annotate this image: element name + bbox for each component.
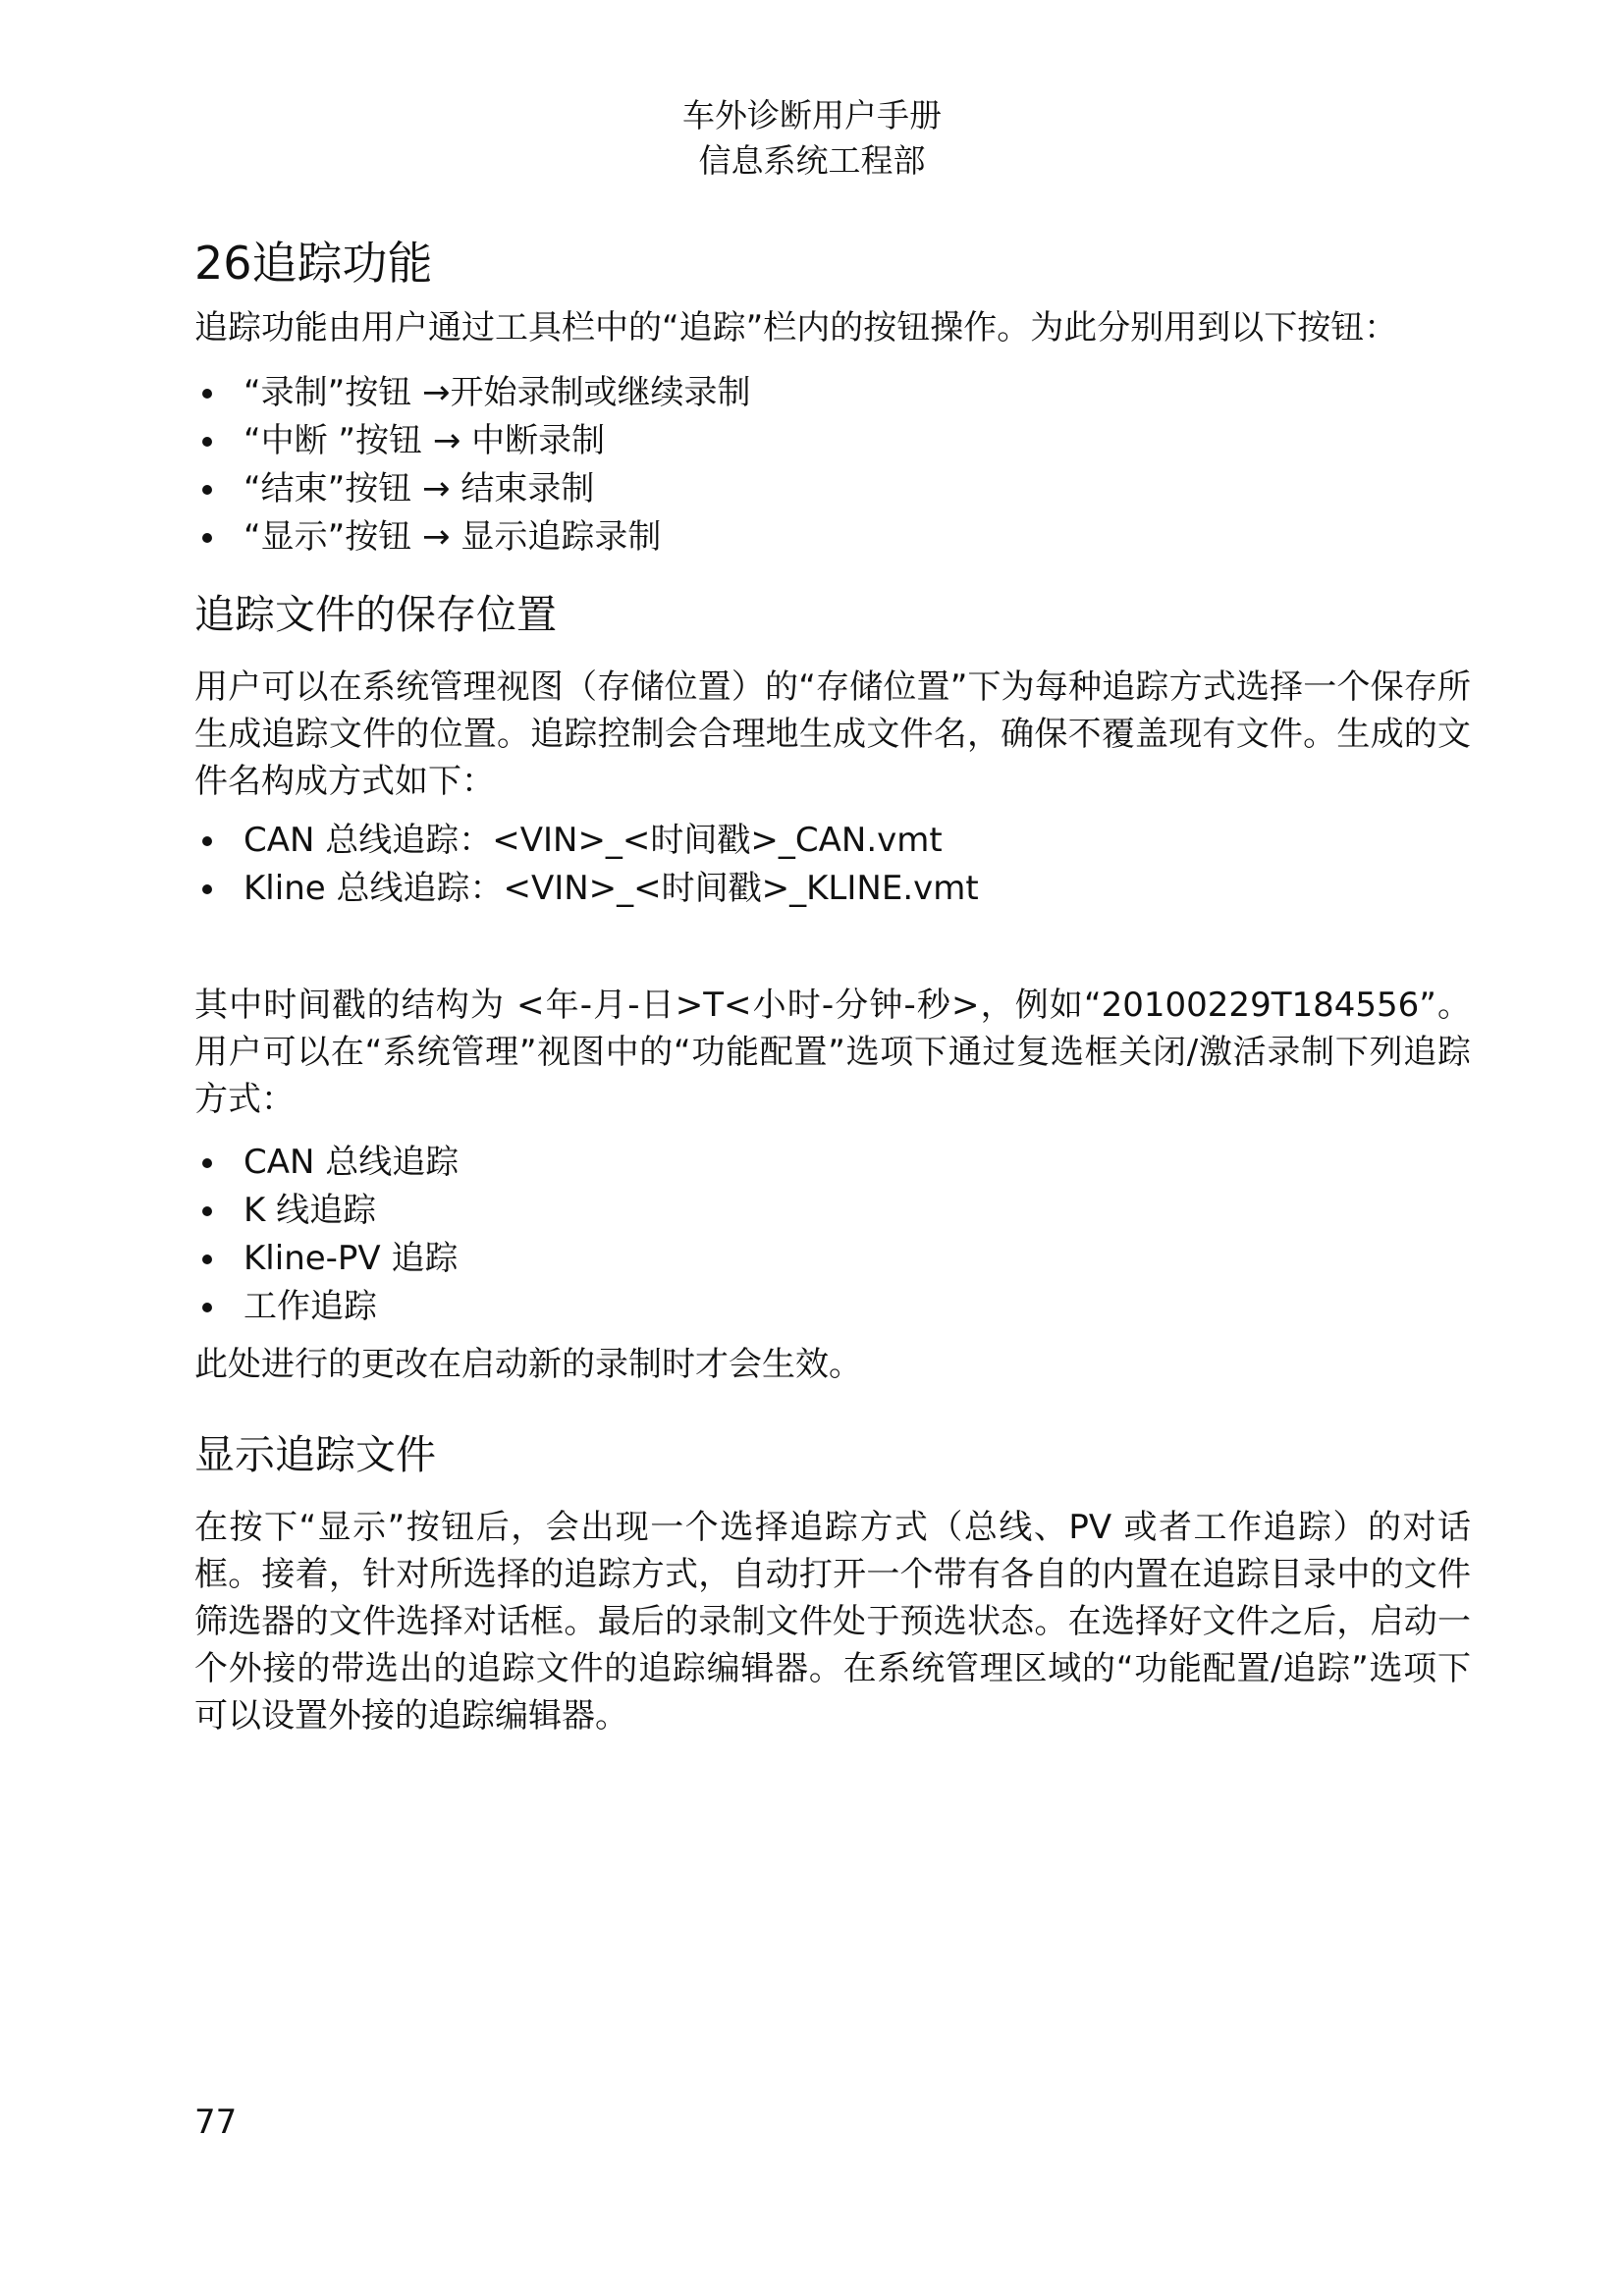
trace-mode-list bbox=[194, 1139, 1471, 1331]
page-content bbox=[194, 232, 1471, 1739]
page-header bbox=[0, 94, 1624, 185]
department-name: 信息系统工程部 bbox=[698, 141, 926, 180]
timestamp-paragraph: 其中时间戳的结构为 <年-月-日>T<小时-分钟-秒>，例如“20100229T184556”。用户可以在“系统管理”视图中的“功能配置”选项下通过复选框关闭/激活录制下列追踪方式： bbox=[194, 986, 1471, 1119]
list-item: CAN 总线追踪：<VIN>_<时间戳>_CAN.vmt bbox=[194, 817, 1471, 865]
intro-paragraph: 追踪功能由用户通过工具栏中的“追踪”栏内的按钮操作。为此分别用到以下按钮： bbox=[194, 308, 1398, 347]
storage-heading: 追踪文件的保存位置 bbox=[194, 591, 557, 638]
list-item: 工作追踪 bbox=[194, 1283, 1471, 1331]
list-item: Kline 总线追踪：<VIN>_<时间戳>_KLINE.vmt bbox=[194, 865, 1471, 913]
button-list bbox=[194, 369, 1471, 561]
list-item: K 线追踪 bbox=[194, 1187, 1471, 1235]
list-item: “显示”按钮 → 显示追踪录制 bbox=[194, 513, 1471, 561]
note-paragraph: 此处进行的更改在启动新的录制时才会生效。 bbox=[194, 1345, 862, 1384]
display-heading: 显示追踪文件 bbox=[194, 1431, 436, 1478]
list-item: “中断 ”按钮 → 中断录制 bbox=[194, 417, 1471, 465]
list-item: “录制”按钮 →开始录制或继续录制 bbox=[194, 369, 1471, 417]
filename-format-list bbox=[194, 817, 1471, 913]
list-item: “结束”按钮 → 结束录制 bbox=[194, 465, 1471, 513]
list-item: Kline-PV 追踪 bbox=[194, 1235, 1471, 1283]
display-paragraph: 在按下“显示”按钮后，会出现一个选择追踪方式（总线、PV 或者工作追踪）的对话框。接着，针对所选择的追踪方式，自动打开一个带有各自的内置在追踪目录中的文件筛选器的文件选择对话框。最后的录制文件处于预选状态。在选择好文件之后，启动一个外接的带选出的追踪文件的追踪编辑器。在系统管理区域的“功能配置/追踪”选项下可以设置外接的追踪编辑器。 bbox=[194, 1508, 1471, 1735]
page-number: 77 bbox=[194, 2103, 238, 2142]
section-title: 26追踪功能 bbox=[194, 237, 433, 290]
manual-title: 车外诊断用户手册 bbox=[682, 96, 942, 134]
list-item: CAN 总线追踪 bbox=[194, 1139, 1471, 1187]
storage-paragraph: 用户可以在系统管理视图（存储位置）的“存储位置”下为每种追踪方式选择一个保存所生成追踪文件的位置。追踪控制会合理地生成文件名，确保不覆盖现有文件。生成的文件名构成方式如下： bbox=[194, 667, 1471, 801]
